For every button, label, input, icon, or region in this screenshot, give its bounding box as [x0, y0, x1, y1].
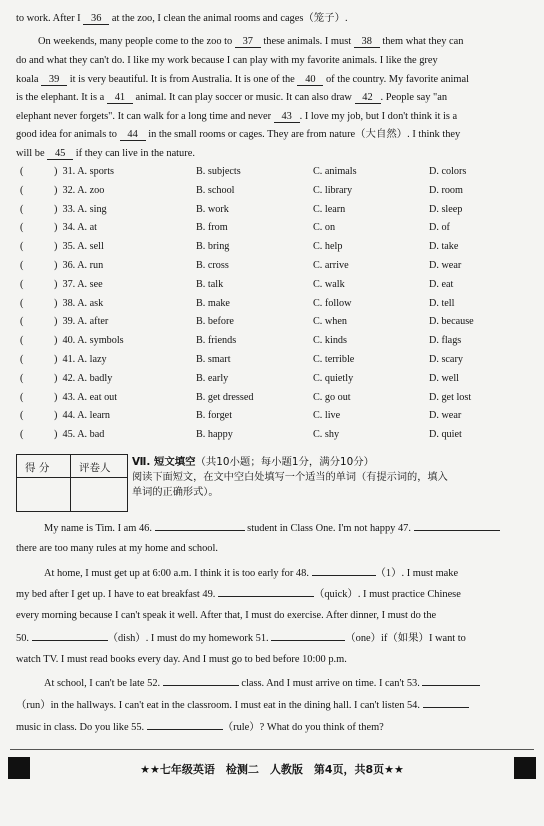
text: student in Class One. I'm not happy 47.	[244, 523, 414, 534]
blank-51[interactable]	[271, 631, 345, 641]
text: （dish）. I must do my homework 51.	[107, 633, 272, 644]
text: music in class. Do you like 55.	[16, 722, 147, 733]
score-label: 得 分	[25, 462, 50, 474]
answer-paren: (	[20, 184, 24, 196]
blank-38: 38	[354, 36, 380, 48]
option-a: ) 39. A. after	[54, 316, 109, 328]
blank-41: 41	[107, 92, 133, 104]
option-d: D. take	[429, 241, 459, 253]
blank-37: 37	[235, 36, 261, 48]
option-b: B. bring	[196, 241, 230, 253]
option-a: ) 43. A. eat out	[54, 391, 118, 403]
text: good idea for animals to	[16, 129, 120, 140]
passage-line	[16, 92, 530, 104]
option-d: D. flags	[429, 335, 462, 347]
option-row	[16, 408, 530, 427]
option-d: D. sleep	[429, 203, 463, 215]
option-a: ) 45. A. bad	[54, 429, 105, 441]
blank-52[interactable]	[163, 676, 239, 686]
answer-paren: (	[20, 372, 24, 384]
section-instruction: 阅读下面短文，在文中空白处填写一个适当的单词（有提示词的，填入	[132, 472, 448, 483]
section-7-heading	[132, 455, 532, 500]
registration-mark	[514, 757, 536, 779]
text: At school, I can't be late 52.	[44, 678, 163, 689]
option-a: ) 34. A. at	[54, 222, 98, 234]
option-row	[16, 390, 530, 409]
option-d: D. quiet	[429, 429, 462, 441]
text: （rule）? What do you think of them?	[222, 722, 384, 733]
answer-paren: (	[20, 335, 24, 347]
footer-divider	[10, 749, 534, 750]
text: My name is Tim. I am 46.	[44, 523, 155, 534]
text: elephant never forgets". It can walk for a long time and never	[16, 111, 274, 122]
text: （one）if（如果）I want to	[345, 633, 466, 644]
blank-44: 44	[120, 129, 146, 141]
option-b: B. happy	[196, 429, 233, 441]
text: . People say "an	[380, 92, 448, 103]
text: in the small rooms or cages. They are from nature（大自然）. I think they	[145, 129, 461, 140]
passage2-line	[16, 631, 532, 646]
option-c: C. library	[313, 184, 353, 196]
text: these animals. I must	[260, 36, 354, 47]
answer-paren: (	[20, 278, 24, 290]
blank-48[interactable]	[312, 566, 376, 576]
option-d: D. eat	[429, 278, 454, 290]
option-row	[16, 258, 530, 277]
text: is the elephant. It is a	[16, 92, 107, 103]
option-b: B. get dressed	[196, 391, 254, 403]
passage2-line: watch TV. I must read books every day. And I must go to bed before 10:00 p.m.	[16, 654, 347, 665]
option-d: D. room	[429, 184, 463, 196]
blank-53[interactable]	[422, 676, 480, 686]
option-b: B. early	[196, 372, 229, 384]
passage2-line: every morning because I can't speak it well. After that, I must do exercise. After dinner, I must do the	[16, 610, 437, 621]
passage2-line	[44, 676, 532, 691]
blank-55[interactable]	[147, 720, 223, 730]
passage-line	[16, 148, 530, 160]
option-a: ) 38. A. ask	[54, 297, 104, 309]
section-title: Ⅶ. 短文填空	[132, 456, 196, 468]
option-c: C. go out	[313, 391, 351, 403]
answer-paren: (	[20, 241, 24, 253]
option-a: ) 40. A. symbols	[54, 335, 124, 347]
text: my bed after I get up. I have to eat breakfast 49.	[16, 589, 218, 600]
text: （quick）. I must practice Chinese	[313, 589, 461, 600]
blank-39: 39	[41, 74, 67, 86]
option-d: D. wear	[429, 259, 462, 271]
blank-54[interactable]	[423, 698, 469, 708]
answer-paren: (	[20, 353, 24, 365]
text: if they can live in the nature.	[73, 148, 195, 159]
option-b: B. work	[196, 203, 229, 215]
option-row	[16, 333, 530, 352]
text: to work. After I	[16, 13, 84, 24]
options-table	[16, 164, 530, 446]
text: them what they can	[379, 36, 464, 47]
passage-line	[16, 74, 530, 86]
answer-paren: (	[20, 203, 24, 215]
text: will be	[16, 148, 48, 159]
section-points: （共10小题；每小题1分，满分10分）	[195, 456, 375, 468]
text: （1）. I must make	[375, 568, 459, 579]
answer-paren: (	[20, 429, 24, 441]
answer-paren: (	[20, 410, 24, 422]
passage2-line: there are too many rules at my home and school.	[16, 543, 218, 554]
passage2-line	[44, 566, 532, 581]
option-row	[16, 352, 530, 371]
option-c: C. animals	[313, 166, 357, 177]
option-row	[16, 314, 530, 333]
footer-text: ★★七年级英语 检测二 人教版 第4页，共8页★★	[140, 763, 404, 776]
option-a: ) 41. A. lazy	[54, 353, 107, 365]
option-d: D. scary	[429, 353, 463, 365]
option-d: D. get lost	[429, 391, 472, 403]
option-d: D. wear	[429, 410, 462, 422]
text: （run）in the hallways. I can't eat in the classroom. I must eat in the dining hall. I can't listen 54.	[16, 700, 423, 711]
option-b: B. school	[196, 184, 235, 196]
blank-49[interactable]	[218, 587, 314, 597]
option-a: ) 31. A. sports	[54, 166, 114, 177]
option-b: B. friends	[196, 335, 237, 347]
option-a: ) 37. A. see	[54, 278, 103, 290]
passage-line	[38, 36, 530, 48]
option-c: C. when	[313, 316, 347, 328]
option-a: ) 33. A. sing	[54, 203, 107, 215]
option-d: D. of	[429, 222, 450, 234]
option-row	[16, 296, 530, 315]
option-row	[16, 164, 530, 183]
option-c: C. kinds	[313, 335, 347, 347]
blank-36: 36	[83, 13, 109, 25]
option-row	[16, 277, 530, 296]
score-box-divider	[70, 455, 71, 511]
section-instruction: 单词的正确形式）。	[132, 487, 219, 498]
answer-paren: (	[20, 166, 24, 177]
option-c: C. terrible	[313, 353, 355, 365]
passage-line	[16, 129, 530, 141]
option-b: B. subjects	[196, 166, 241, 177]
option-d: D. well	[429, 372, 459, 384]
blank-47[interactable]	[414, 521, 500, 531]
passage2-line	[16, 698, 532, 713]
blank-50[interactable]	[32, 631, 108, 641]
option-d: D. colors	[429, 166, 467, 177]
option-d: D. tell	[429, 297, 455, 309]
option-a: ) 42. A. badly	[54, 372, 113, 384]
option-row	[16, 371, 530, 390]
option-d: D. because	[429, 316, 474, 328]
option-c: C. follow	[313, 297, 352, 309]
text: of the country. My favorite animal	[323, 74, 470, 85]
option-row	[16, 183, 530, 202]
option-row	[16, 220, 530, 239]
text: On weekends, many people come to the zoo to	[38, 36, 235, 47]
blank-40: 40	[297, 74, 323, 86]
passage2-line	[44, 521, 532, 536]
option-a: ) 32. A. zoo	[54, 184, 105, 196]
option-b: B. before	[196, 316, 234, 328]
option-b: B. from	[196, 222, 228, 234]
option-c: C. arrive	[313, 259, 349, 271]
text: at the zoo, I clean the animal rooms and cages（笼子）.	[109, 13, 348, 24]
blank-46[interactable]	[155, 521, 245, 531]
blank-43: 43	[274, 111, 300, 123]
passage-line: do and what they can't do. I like my work because I can play with my favorite animals. I like the grey	[16, 55, 438, 66]
option-c: C. shy	[313, 429, 340, 441]
option-a: ) 36. A. run	[54, 259, 104, 271]
passage-line	[16, 13, 530, 25]
text: it is very beautiful. It is from Australia. It is one of the	[67, 74, 298, 85]
option-a: ) 35. A. sell	[54, 241, 104, 253]
option-row	[16, 427, 530, 446]
blank-45: 45	[47, 148, 73, 160]
grader-label: 评卷人	[79, 462, 111, 474]
option-c: C. on	[313, 222, 336, 234]
text: At home, I must get up at 6:00 a.m. I think it is too early for 48.	[44, 568, 312, 579]
option-c: C. help	[313, 241, 343, 253]
option-row	[16, 202, 530, 221]
option-b: B. forget	[196, 410, 233, 422]
score-box	[16, 454, 128, 512]
option-b: B. make	[196, 297, 230, 309]
text: koala	[16, 74, 42, 85]
option-b: B. talk	[196, 278, 224, 290]
passage2-line	[16, 720, 532, 735]
answer-paren: (	[20, 259, 24, 271]
option-c: C. quietly	[313, 372, 354, 384]
answer-paren: (	[20, 297, 24, 309]
option-a: ) 44. A. learn	[54, 410, 111, 422]
passage-line	[16, 111, 530, 123]
blank-42: 42	[355, 92, 381, 104]
passage2-line	[16, 587, 532, 602]
page-footer	[0, 757, 544, 779]
option-b: B. cross	[196, 259, 229, 271]
option-c: C. walk	[313, 278, 345, 290]
option-row	[16, 239, 530, 258]
answer-paren: (	[20, 391, 24, 403]
text: animal. It can play soccer or music. It can also draw	[132, 92, 355, 103]
text: class. And I must arrive on time. I can't 53.	[238, 678, 423, 689]
text: . I love my job, but I don't think it is a	[299, 111, 458, 122]
text: 50.	[16, 633, 32, 644]
option-c: C. learn	[313, 203, 346, 215]
answer-paren: (	[20, 222, 24, 234]
option-b: B. smart	[196, 353, 231, 365]
answer-paren: (	[20, 316, 24, 328]
option-c: C. live	[313, 410, 341, 422]
